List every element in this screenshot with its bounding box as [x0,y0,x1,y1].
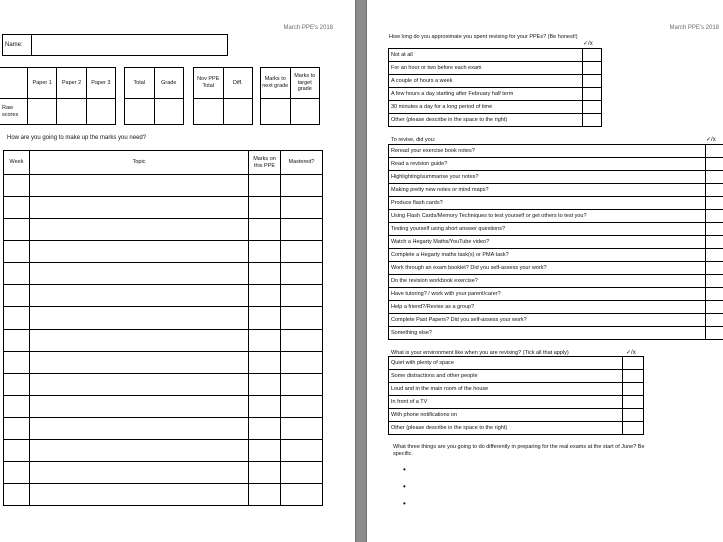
week-cell[interactable] [4,329,30,351]
topic-row [4,439,323,461]
revision-time-row [389,62,602,75]
revise-methods-table [388,144,723,340]
tick-box[interactable] [706,262,723,275]
revision-time-row [389,49,602,62]
name-label: Name: [3,35,32,56]
week-cell[interactable] [4,461,30,483]
revision-time-question: How long do you approximate you spent revising for your PPEs? (Be honest!) [389,34,578,40]
revise-method-row [389,275,723,288]
environment-table [388,356,644,435]
tick-box[interactable] [623,396,644,409]
revision-time-row [389,88,602,101]
week-cell[interactable] [4,219,30,241]
option-label: Have tutoring? / work with your parent/carer? [389,288,706,301]
tick-box[interactable] [706,314,723,327]
revision-time-row [389,114,602,127]
week-cell[interactable] [4,241,30,263]
tick-box[interactable] [583,75,602,88]
topic-cell[interactable] [30,197,249,219]
revise-method-row [389,197,723,210]
tick-box[interactable] [706,210,723,223]
mastered-cell[interactable] [281,439,323,461]
revise-method-row [389,223,723,236]
tick-box[interactable] [583,114,602,127]
revise-method-row [389,171,723,184]
topic-cell[interactable] [30,461,249,483]
topic-row [4,395,323,417]
week-cell[interactable] [4,263,30,285]
paper-1-score[interactable] [28,99,57,125]
revision-time-table [388,48,602,127]
topic-row [4,461,323,483]
option-label: Watch a Hegarty Maths/YouTube video? [389,236,706,249]
mastered-cell[interactable] [281,417,323,439]
tick-box[interactable] [623,409,644,422]
topic-row [4,351,323,373]
option-label: Reread your exercise book notes? [389,145,706,158]
paper-2-header: Paper 2 [57,68,86,99]
marks-cell[interactable] [249,461,281,483]
topic-row [4,483,323,505]
option-label: Using Flash Cards/Memory Techniques to test yourself or get others to test you? [389,210,706,223]
tick-box[interactable] [706,184,723,197]
week-cell[interactable] [4,373,30,395]
topic-cell[interactable] [30,219,249,241]
topic-row [4,241,323,263]
marks-cell[interactable] [249,329,281,351]
option-label: Testing yourself using short answer questions? [389,223,706,236]
revise-method-row [389,145,723,158]
week-cell[interactable] [4,307,30,329]
option-label: For an hour or two before each exam [389,62,583,75]
environment-row [389,357,644,370]
revise-method-row [389,262,723,275]
week-cell[interactable] [4,395,30,417]
tick-box[interactable] [706,236,723,249]
option-label: Help a friend?/Revise as a group? [389,301,706,314]
week-cell[interactable] [4,175,30,197]
left-page [0,0,356,542]
total-score[interactable] [125,99,155,125]
tick-box[interactable] [583,62,602,75]
revise-method-row [389,314,723,327]
marks-target-value[interactable] [290,99,320,125]
option-label: Highlighting/summarise your notes? [389,171,706,184]
marks-cell[interactable] [249,373,281,395]
paper-2-score[interactable] [57,99,86,125]
topics-table [3,150,323,506]
final-question: What three things are you going to do differently in preparing for the real exams at the start of June? Be specific. [393,444,645,457]
topic-row [4,307,323,329]
tick-box[interactable] [706,197,723,210]
topic-cell[interactable] [30,417,249,439]
total-grade-table [124,67,184,125]
mastered-cell[interactable] [281,219,323,241]
topic-cell[interactable] [30,395,249,417]
mastered-cell[interactable] [281,263,323,285]
topic-header: Topic [30,151,249,175]
topic-cell[interactable] [30,329,249,351]
mastered-cell[interactable] [281,461,323,483]
nov-ppe-header: Nov PPE Total [194,68,224,99]
revise-method-row [389,301,723,314]
tick-box[interactable] [623,383,644,396]
marks-cell[interactable] [249,219,281,241]
topic-cell[interactable] [30,307,249,329]
option-label: Something else? [389,327,706,340]
bullet-2: • [403,482,406,491]
topic-row [4,197,323,219]
topic-cell[interactable] [30,175,249,197]
revise-method-row [389,236,723,249]
marks-cell[interactable] [249,395,281,417]
name-table [2,34,228,56]
revise-method-row [389,249,723,262]
page-header: March PPE's 2018 [283,25,333,31]
marks-cell[interactable] [249,483,281,505]
mastered-cell[interactable] [281,307,323,329]
topic-row [4,175,323,197]
marks-cell[interactable] [249,175,281,197]
tick-box[interactable] [706,327,723,340]
revision-time-row [389,75,602,88]
environment-row [389,422,644,435]
tick-box[interactable] [623,357,644,370]
revise-method-row [389,210,723,223]
option-label: Produce flash cards? [389,197,706,210]
topic-cell[interactable] [30,373,249,395]
tick-box[interactable] [706,158,723,171]
topic-cell[interactable] [30,241,249,263]
diff-value[interactable] [223,99,253,125]
tick-box[interactable] [623,422,644,435]
topic-row [4,285,323,307]
marks-cell[interactable] [249,263,281,285]
mastered-cell[interactable] [281,175,323,197]
option-label: Read a revision guide? [389,158,706,171]
marks-cell[interactable] [249,417,281,439]
mastered-cell[interactable] [281,483,323,505]
mastered-header: Mastered? [281,151,323,175]
week-header: Week [4,151,30,175]
topic-cell[interactable] [30,285,249,307]
environment-tick-label: ✓/x [626,350,636,356]
marks-needed-table [260,67,320,125]
name-field[interactable] [32,35,228,56]
topic-cell[interactable] [30,263,249,285]
option-label: With phone notifications on [389,409,623,422]
option-label: Other (please describe in the space to the right) [389,422,623,435]
topic-cell[interactable] [30,483,249,505]
week-cell[interactable] [4,285,30,307]
revise-methods-question: To revise, did you: [391,137,436,143]
topic-row [4,219,323,241]
marks-cell[interactable] [249,351,281,373]
make-up-marks-question: How are you going to make up the marks you need? [7,135,147,141]
topic-cell[interactable] [30,351,249,373]
environment-question: What is your environment like when you are revising? (Tick all that apply) [391,350,569,356]
revise-method-row [389,288,723,301]
revise-method-row [389,327,723,340]
environment-row [389,396,644,409]
tick-box[interactable] [706,301,723,314]
tick-box[interactable] [706,145,723,158]
mastered-cell[interactable] [281,197,323,219]
option-label: Other (please describe in the space to the right) [389,114,583,127]
mastered-cell[interactable] [281,329,323,351]
tick-box[interactable] [583,88,602,101]
nov-diff-table [193,67,253,125]
marks-cell[interactable] [249,197,281,219]
raw-scores-label: Raw scores [0,99,28,125]
option-label: Complete Past Papers? Did you self-assess your work? [389,314,706,327]
tick-box[interactable] [623,370,644,383]
tick-box[interactable] [706,223,723,236]
revise-methods-tick-label: ✓/x [706,137,716,143]
week-cell[interactable] [4,197,30,219]
topic-row [4,329,323,351]
tick-box[interactable] [706,249,723,262]
total-header: Total [125,68,155,99]
marks-cell[interactable] [249,285,281,307]
option-label: Not at all [389,49,583,62]
revise-method-row [389,184,723,197]
topic-row [4,417,323,439]
option-label: Making pretty new notes or mind maps? [389,184,706,197]
marks-next-value[interactable] [261,99,291,125]
environment-row [389,383,644,396]
option-label: 30 minutes a day for a long period of time [389,101,583,114]
revision-time-tick-label: ✓/x [583,41,593,47]
topic-row [4,263,323,285]
week-cell[interactable] [4,417,30,439]
marks-on-ppe-header: Marks on this PPE [249,151,281,175]
marks-cell[interactable] [249,241,281,263]
option-label: Quiet with plenty of space [389,357,623,370]
environment-row [389,409,644,422]
week-cell[interactable] [4,439,30,461]
marks-cell[interactable] [249,307,281,329]
revise-method-row [389,158,723,171]
grade-header: Grade [154,68,184,99]
revision-time-row [389,101,602,114]
week-cell[interactable] [4,351,30,373]
tick-box[interactable] [583,101,602,114]
environment-row [389,370,644,383]
option-label: Work through an exam booklet? Did you self-assess your work? [389,262,706,275]
nov-ppe-value[interactable] [194,99,224,125]
mastered-cell[interactable] [281,395,323,417]
papers-table [0,67,116,125]
tick-box[interactable] [583,49,602,62]
option-label: Loud and in the main room of the house [389,383,623,396]
mastered-cell[interactable] [281,285,323,307]
page-header: March PPE's 2018 [669,25,719,31]
marks-next-header: Marks to next grade [261,68,291,99]
paper-3-header: Paper 3 [86,68,115,99]
paper-1-header: Paper 1 [28,68,57,99]
option-label: Complete a Hegarty maths task(s) or PMA task? [389,249,706,262]
option-label: Do the revision workbook exercise? [389,275,706,288]
mastered-cell[interactable] [281,373,323,395]
paper-3-score[interactable] [86,99,115,125]
bullet-3: • [403,499,406,508]
week-cell[interactable] [4,483,30,505]
tick-box[interactable] [706,288,723,301]
option-label: A few hours a day starting after February half term [389,88,583,101]
tick-box[interactable] [706,171,723,184]
diff-header: Diff. [223,68,253,99]
option-label: In front of a TV [389,396,623,409]
marks-target-header: Marks to target grade [290,68,320,99]
marks-cell[interactable] [249,439,281,461]
mastered-cell[interactable] [281,241,323,263]
option-label: A couple of hours a week [389,75,583,88]
topic-row [4,373,323,395]
right-page [366,0,723,542]
blank-cell [0,68,28,99]
mastered-cell[interactable] [281,351,323,373]
bullet-1: • [403,465,406,474]
option-label: Some distractions and other people [389,370,623,383]
tick-box[interactable] [706,275,723,288]
topic-cell[interactable] [30,439,249,461]
grade-value[interactable] [154,99,184,125]
